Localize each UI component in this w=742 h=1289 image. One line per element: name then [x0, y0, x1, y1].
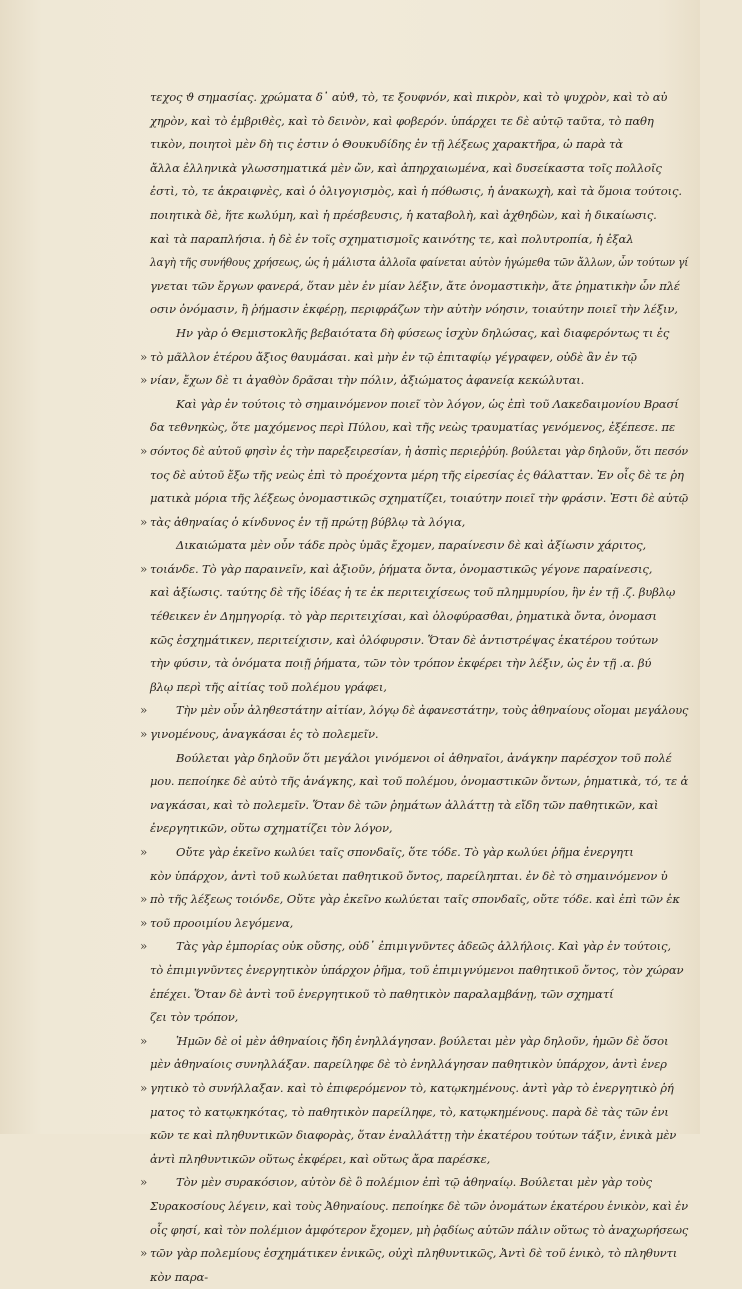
text-line	[140, 1030, 688, 1054]
text-line	[150, 1124, 688, 1148]
line-text: κῶς ἐσχημάτικεν, περιτείχισιν, καὶ ὀλόφυρσιν. Ὅταν δὲ ἀντιστρέψας ἑκατέρου τούτων	[150, 632, 658, 647]
text-line	[150, 204, 688, 228]
text-line	[150, 251, 688, 275]
line-text: ματος τὸ κατῳκηκότας, τὸ παθητικὸν παρείληφε, τὸ, κατῳκημένους. παρὰ δὲ τὰς τῶν ἐνι	[150, 1104, 669, 1119]
quotation-marker: »	[140, 915, 148, 930]
text-line	[150, 959, 688, 983]
line-text: Βούλεται γὰρ δηλοῦν ὅτι μεγάλοι γινόμενοι οἱ ἀθηναῖοι, ἀνάγκην παρέσχον τοῦ πολέ	[176, 750, 672, 765]
text-line	[150, 464, 688, 488]
line-text: ναγκάσαι, καὶ τὸ πολεμεῖν. Ὅταν δὲ τῶν ῥημάτων ἀλλάττῃ τὰ εἴδη τῶν παθητικῶν, καὶ	[150, 797, 659, 812]
text-line	[150, 652, 688, 676]
line-text: γητικὸ τὸ συνήλλαξαν. καὶ τὸ ἐπιφερόμενον τὸ, κατῳκημένους. ἀντὶ γὰρ τὸ ἐνεργητικὸ ῥή	[150, 1080, 674, 1095]
text-line	[140, 912, 688, 936]
line-text: Καὶ γὰρ ἐν τούτοις τὸ σημαινόμενον ποιεῖ τὸν λόγον, ὡς ἐπὶ τοῦ Λακεδαιμονίου Βρασί	[176, 396, 679, 411]
text-line	[140, 699, 689, 723]
text-line	[150, 228, 688, 252]
text-line	[150, 275, 688, 299]
text-line	[140, 440, 688, 464]
text-line	[150, 629, 688, 653]
text-line	[150, 794, 688, 818]
text-line	[150, 1053, 688, 1077]
quotation-marker: »	[140, 443, 148, 458]
text-line	[150, 1219, 688, 1243]
line-text: Δικαιώματα μὲν οὖν τάδε πρὸς ὑμᾶς ἔχομεν, παραίνεσιν δὲ καὶ ἀξίωσιν χάριτος,	[176, 538, 647, 553]
line-text: Οὔτε γὰρ ἐκεῖνο κωλύει ταῖς σπονδαῖς, ὅτε τόδε. Τὸ γὰρ κωλύει ῥῆμα ἐνεργητι	[176, 845, 634, 859]
text-line	[140, 1242, 688, 1266]
line-text: κὸν παρα-	[150, 1269, 208, 1284]
line-text: νίαν, ἔχων δὲ τι ἀγαθὸν δρᾶσαι τὴν πόλιν, ἀξιώματος ἀφανείᾳ κεκώλυται.	[150, 373, 585, 388]
text-line	[150, 770, 688, 794]
text-line	[150, 747, 688, 771]
line-text: τὴν φύσιν, τὰ ὀνόματα ποιῇ ῥήματα, τῶν τὸν τρόπον ἐκφέρει τὴν λέξιν, ὡς ἐν τῇ .α. βύ	[150, 656, 652, 671]
line-text: κῶν τε καὶ πληθυντικῶν διαφορὰς, ὅταν ἐναλλάττῃ τὴν ἑκατέρου τούτων τάξιν, ἑνικὰ μὲν	[150, 1128, 677, 1143]
line-text: Ην γὰρ ὁ Θεμιστοκλῆς βεβαιότατα δὴ φύσεως ἰσχὺν δηλώσας, καὶ διαφερόντως τι ἐς	[176, 325, 670, 340]
line-text: οἷς φησί, καὶ τὸν πολέμιον ἀμφότερον ἔχομεν, μὴ ῥᾳδίως αὐτῶν πάλιν οὕτως τὸ ἀναχωρήσεως	[150, 1222, 689, 1237]
line-text: τὸ μᾶλλον ἑτέρου ἄξιος θαυμάσαι. καὶ μὴν ἐν τῷ ἐπιταφίῳ γέγραφεν, οὐδὲ ἂν ἐν τῷ	[150, 349, 637, 364]
line-text: Τὰς γὰρ ἐμπορίας οὐκ οὔσης, οὐδ᾽ ἐπιμιγνῦντες ἀδεῶς ἀλλήλοις. Καὶ γὰρ ἐν τούτοις,	[176, 939, 671, 954]
quotation-marker: »	[140, 939, 148, 954]
line-text: ποιητικὰ δὲ, ἥτε κωλύμη, καὶ ἡ πρέσβευσις, ἡ καταβολὴ, καὶ ἀχθηδὼν, καὶ ἡ δικαίωσις.	[150, 207, 657, 222]
line-text: τοιάνδε. Τὸ γὰρ παραινεῖν, καὶ ἀξιοῦν, ῥήματα ὄντα, ὀνομαστικῶς γέγονε παραίνεσις,	[150, 561, 653, 576]
text-line	[150, 180, 688, 204]
greek-text-body	[140, 86, 689, 1289]
line-text: δα τεθνηκὼς, ὅτε μαχόμενος περὶ Πύλου, καὶ τῆς νεὼς τραυματίας γενόμενος, ἐξέπεσε. πε	[150, 420, 676, 435]
line-text: σόντος δὲ αὐτοῦ φησὶν ἐς τὴν παρεξειρεσίαν, ἡ ἀσπὶς περιεῤῥύη. βούλεται γὰρ δηλοῦν, ὅτι πεσόν	[150, 443, 688, 458]
line-text: λαγὴ τῆς συνήθους χρήσεως, ὡς ἡ μάλιστα ἀλλοῖα φαίνεται αὐτὸν ἠγώμεθα τῶν ἄλλων, ὧν τούτων γί	[150, 255, 689, 270]
text-line	[140, 558, 688, 582]
quotation-marker: »	[140, 561, 148, 576]
text-line	[150, 393, 688, 417]
text-line	[150, 1266, 688, 1289]
quotation-marker: »	[140, 703, 148, 718]
text-line	[140, 935, 688, 959]
text-line	[150, 157, 688, 181]
line-text: ματικὰ μόρια τῆς λέξεως ὀνομαστικῶς σχηματίζει, τοιαύτην ποιεῖ τὴν φράσιν. Ἐστι δὲ αὐτῷ	[150, 491, 689, 506]
text-line	[150, 1195, 688, 1219]
line-text: Τὴν μὲν οὖν ἀληθεστάτην αἰτίαν, λόγῳ δὲ ἀφανεστάτην, τοὺς ἀθηναίους οἴομαι μεγάλους	[176, 703, 689, 718]
quotation-marker: »	[140, 1175, 148, 1190]
quotation-marker: »	[140, 1033, 148, 1048]
text-line	[150, 322, 688, 346]
text-line	[150, 534, 688, 558]
quotation-marker: »	[140, 727, 148, 742]
line-text: τῶν γὰρ πολεμίους ἐσχημάτικεν ἑνικῶς, οὐχὶ πληθυντικῶς, Ἀντὶ δὲ τοῦ ἑνικὸ, τὸ πληθυντι	[150, 1246, 678, 1261]
line-text: βλῳ περὶ τῆς αἰτίας τοῦ πολέμου γράφει,	[150, 679, 387, 694]
line-text: ἀντὶ πληθυντικῶν οὕτως ἐκφέρει, καὶ οὕτως ἄρα παρέσκε,	[150, 1151, 491, 1166]
line-text: Τὸν μὲν συρακόσιον, αὐτὸν δὲ ὃ πολέμιον ἐπὶ τῷ ἀθηναίῳ. Βούλεται μὲν γὰρ τοὺς	[176, 1175, 652, 1190]
quotation-marker: »	[140, 1246, 148, 1261]
text-line	[150, 487, 688, 511]
line-text: ἐστὶ, τὸ, τε ἀκραιφνὲς, καὶ ὁ ὀλιγογισμὸς, καὶ ἡ πόθωσις, ἡ ἀνακωχὴ, καὶ τὰ ὅμοια τούτοις.	[150, 184, 682, 199]
line-text: ἐπέχει. Ὅταν δὲ ἀντὶ τοῦ ἐνεργητικοῦ τὸ παθητικὸν παραλαμβάνῃ, τῶν σχηματί	[150, 986, 614, 1001]
line-text: χηρὸν, καὶ τὸ ἐμβριθὲς, καὶ τὸ δεινὸν, καὶ φοβερόν. ὑπάρχει τε δὲ αὐτῷ ταῦτα, τὸ παθη	[150, 113, 654, 128]
text-line	[150, 676, 688, 700]
quotation-marker: »	[140, 845, 148, 859]
text-line	[150, 865, 688, 889]
line-text: Συρακοσίους λέγειν, καὶ τοὺς Ἀθηναίους. πεποίηκε δὲ τῶν ὀνομάτων ἑκατέρου ἑνικὸν, καὶ ἐν	[150, 1198, 689, 1213]
text-line	[140, 888, 688, 912]
text-line	[140, 1171, 688, 1195]
text-line	[150, 86, 688, 110]
text-line	[140, 723, 688, 747]
line-text: καὶ τὰ παραπλήσια. ἡ δὲ ἐν τοῖς σχηματισμοῖς καινότης τε, καὶ πολυτροπία, ἡ ἐξαλ	[150, 231, 634, 246]
line-text: πὸ τῆς λέξεως τοιόνδε, Οὔτε γὰρ ἐκεῖνο κωλύεται ταῖς σπονδαῖς, οὔτε τόδε. καὶ ἐπὶ τῶν ἐκ	[150, 892, 680, 907]
line-text: Ἡμῶν δὲ οἱ μὲν ἀθηναίοις ἤδη ἐνηλλάγησαν. βούλεται μὲν γὰρ δηλοῦν, ἡμῶν δὲ ὅσοι	[176, 1033, 669, 1048]
text-line	[150, 133, 688, 157]
quotation-marker: »	[140, 1080, 148, 1095]
line-text: τεχος ϑ σημασίας. χρώματα δ᾽ αὐϑ, τὸ, τε ξουφνόν, καὶ πικρὸν, καὶ τὸ ψυχρὸν, καὶ τὸ αὐ	[150, 90, 668, 104]
text-line	[150, 581, 688, 605]
text-line	[150, 605, 688, 629]
line-text: τὰς ἀθηναίας ὁ κίνδυνος ἐν τῇ πρώτῃ βύβλῳ τὰ λόγια,	[150, 514, 466, 529]
text-line	[150, 110, 688, 134]
quotation-marker: »	[140, 349, 148, 364]
text-line	[140, 511, 688, 535]
line-text: τοῦ προοιμίου λεγόμενα,	[150, 915, 294, 930]
line-text: γινομένους, ἀναγκάσαι ἐς τὸ πολεμεῖν.	[150, 727, 379, 742]
line-text: ἐνεργητικῶν, οὕτω σχηματίζει τὸν λόγον,	[150, 821, 393, 836]
line-text: ἄλλα ἐλληνικὰ γλωσσηματικά μὲν ὤν, καὶ ἀπηρχαιωμένα, καὶ δυσείκαστα τοῖς πολλοῖς	[150, 160, 662, 175]
text-line	[150, 298, 688, 322]
text-line	[140, 1077, 688, 1101]
line-text: τὸ ἐπιμιγνῦντες ἐνεργητικὸν ὑπάρχον ῥῆμα, τοῦ ἐπιμιγνύμενοι παθητικοῦ ὄντος, τὸν χώραν	[150, 962, 684, 977]
text-line	[150, 416, 688, 440]
line-text: μου. πεποίηκε δὲ αὐτὸ τῆς ἀνάγκης, καὶ τοῦ πολέμου, ὀνομαστικῶν ὄντων, ῥηματικὰ, τό, τε ἀ	[150, 774, 689, 789]
quotation-marker: »	[140, 514, 148, 529]
line-text: τος δὲ αὐτοῦ ἔξω τῆς νεὼς ἐπὶ τὸ προέχοντα μέρη τῆς εἰρεσίας ἐς θάλατταν. Ἐν οἷς δὲ τε ῥη	[150, 467, 684, 482]
quotation-marker: »	[140, 373, 148, 388]
line-text: τέθεικεν ἐν Δημηγορίᾳ. τὸ γὰρ περιτειχίσαι, καὶ ὀλοφύρασθαι, ῥηματικὰ ὄντα, ὀνομασι	[150, 609, 657, 624]
line-text: οσιν ὀνόμασιν, ἢ ῥήμασιν ἐκφέρῃ, περιφράζων τὴν αὐτὴν νόησιν, τοιαύτην ποιεῖ τὴν λέξιν,	[150, 302, 678, 317]
text-line	[150, 1101, 688, 1125]
text-line	[140, 369, 688, 393]
text-line	[150, 983, 688, 1007]
text-line	[150, 1006, 688, 1030]
line-text: γνεται τῶν ἔργων φανερά, ὅταν μὲν ἐν μίαν λέξιν, ἄτε ὀνομαστικὴν, ἄτε ῥηματικὴν ὧν πλέ	[150, 278, 680, 293]
line-text: μὲν ἀθηναίοις συνηλλάξαν. παρείληφε δὲ τὸ ἐνηλλάγησαν παθητικὸν ὑπάρχον, ἀντὶ ἐνερ	[150, 1057, 667, 1072]
line-text: καὶ ἀξίωσις. ταύτης δὲ τῆς ἰδέας ἡ τε ἐκ περιτειχίσεως τοῦ πλημμυρίου, ἣν ἐν τῇ .ζ. βυβλῳ	[150, 585, 676, 600]
line-text: τικὸν, ποιητοὶ μὲν δὴ τις ἐστιν ὁ Θουκυδίδης ἐν τῇ λέξεως χαρακτῆρα, ὡ παρὰ τὰ	[150, 137, 623, 152]
line-text: κὸν ὑπάρχον, ἀντὶ τοῦ κωλύεται παθητικοῦ ὄντος, παρείληπται. ἐν δὲ τὸ σημαινόμενον ὑ	[150, 868, 668, 883]
text-line	[150, 817, 688, 841]
text-line	[140, 841, 688, 865]
line-text: ζει τὸν τρόπον,	[150, 1010, 239, 1025]
quotation-marker: »	[140, 892, 148, 907]
text-line	[140, 346, 688, 370]
text-line	[150, 1148, 688, 1172]
